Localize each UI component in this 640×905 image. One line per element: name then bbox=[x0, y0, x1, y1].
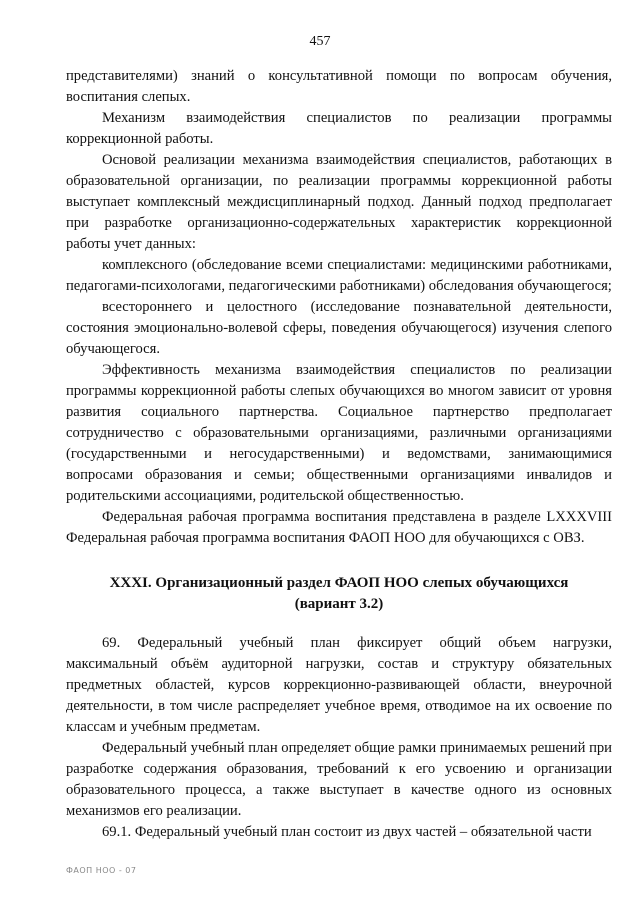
paragraph: комплексного (обследование всеми специалистами: медицинскими работниками, педагогами-психологами, педагогическими работниками) обследования обучающегося; bbox=[66, 257, 612, 294]
paragraph: всестороннего и целостного (исследование познавательной деятельности, состояния эмоционально-волевой сферы, поведения обучающегося) изучения слепого обучающегося. bbox=[66, 299, 612, 357]
section-heading-title: XXXI. Организационный раздел ФАОП НОО слепых обучающихся bbox=[109, 575, 569, 591]
document-body bbox=[66, 66, 612, 843]
paragraph: Механизм взаимодействия специалистов по реализации программы коррекционной работы. bbox=[66, 110, 612, 147]
section-heading-variant: (вариант 3.2) bbox=[294, 596, 384, 612]
paragraph: Эффективность механизма взаимодействия специалистов по реализации программы коррекционной работы слепых обучающихся во многом зависит от уровня развития социального партнерства. Социальное партнерство предполагает сотрудничество с образовательными организациями, различными организациями (государственными и негосударственными) и ведомствами, занимающимися вопросами образования и семьи; общественными организациями инвалидов и родительскими ассоциациями, родительской общественностью. bbox=[66, 362, 612, 504]
paragraph: 69.1. Федеральный учебный план состоит из двух частей – обязательной части bbox=[102, 824, 592, 840]
paragraph: 69. Федеральный учебный план фиксирует общий объем нагрузки, максимальный объём аудиторной нагрузки, состав и структуру обязательных предметных областей, курсов коррекционно-развивающей области, внеурочной деятельности, в том числе распределяет учебное время, отводимое на их освоение по классам и учебным предметам. bbox=[66, 635, 612, 735]
paragraph: Федеральная рабочая программа воспитания представлена в разделе LXXXVIII Федеральная рабочая программа воспитания ФАОП НОО для обучающихся с ОВЗ. bbox=[66, 509, 612, 546]
page-number: 457 bbox=[309, 34, 331, 49]
paragraph: Основой реализации механизма взаимодействия специалистов, работающих в образовательной организации, по реализации программы коррекционной работы выступает комплексный междисциплинарный подход. Данный подход предполагает при разработке организационно-содержательных характеристик коррекционной работы учет данных: bbox=[66, 152, 612, 252]
paragraph: представителями) знаний о консультативной помощи по вопросам обучения, воспитания слепых. bbox=[66, 68, 612, 105]
paragraph: Федеральный учебный план определяет общие рамки принимаемых решений при разработке содержания образования, требований к его усвоению и организации образовательного процесса, а также выступает в качестве одного из основных механизмов его реализации. bbox=[66, 740, 612, 819]
section-heading bbox=[66, 573, 612, 615]
footer-code: ФАОП НОО - 07 bbox=[66, 866, 137, 875]
